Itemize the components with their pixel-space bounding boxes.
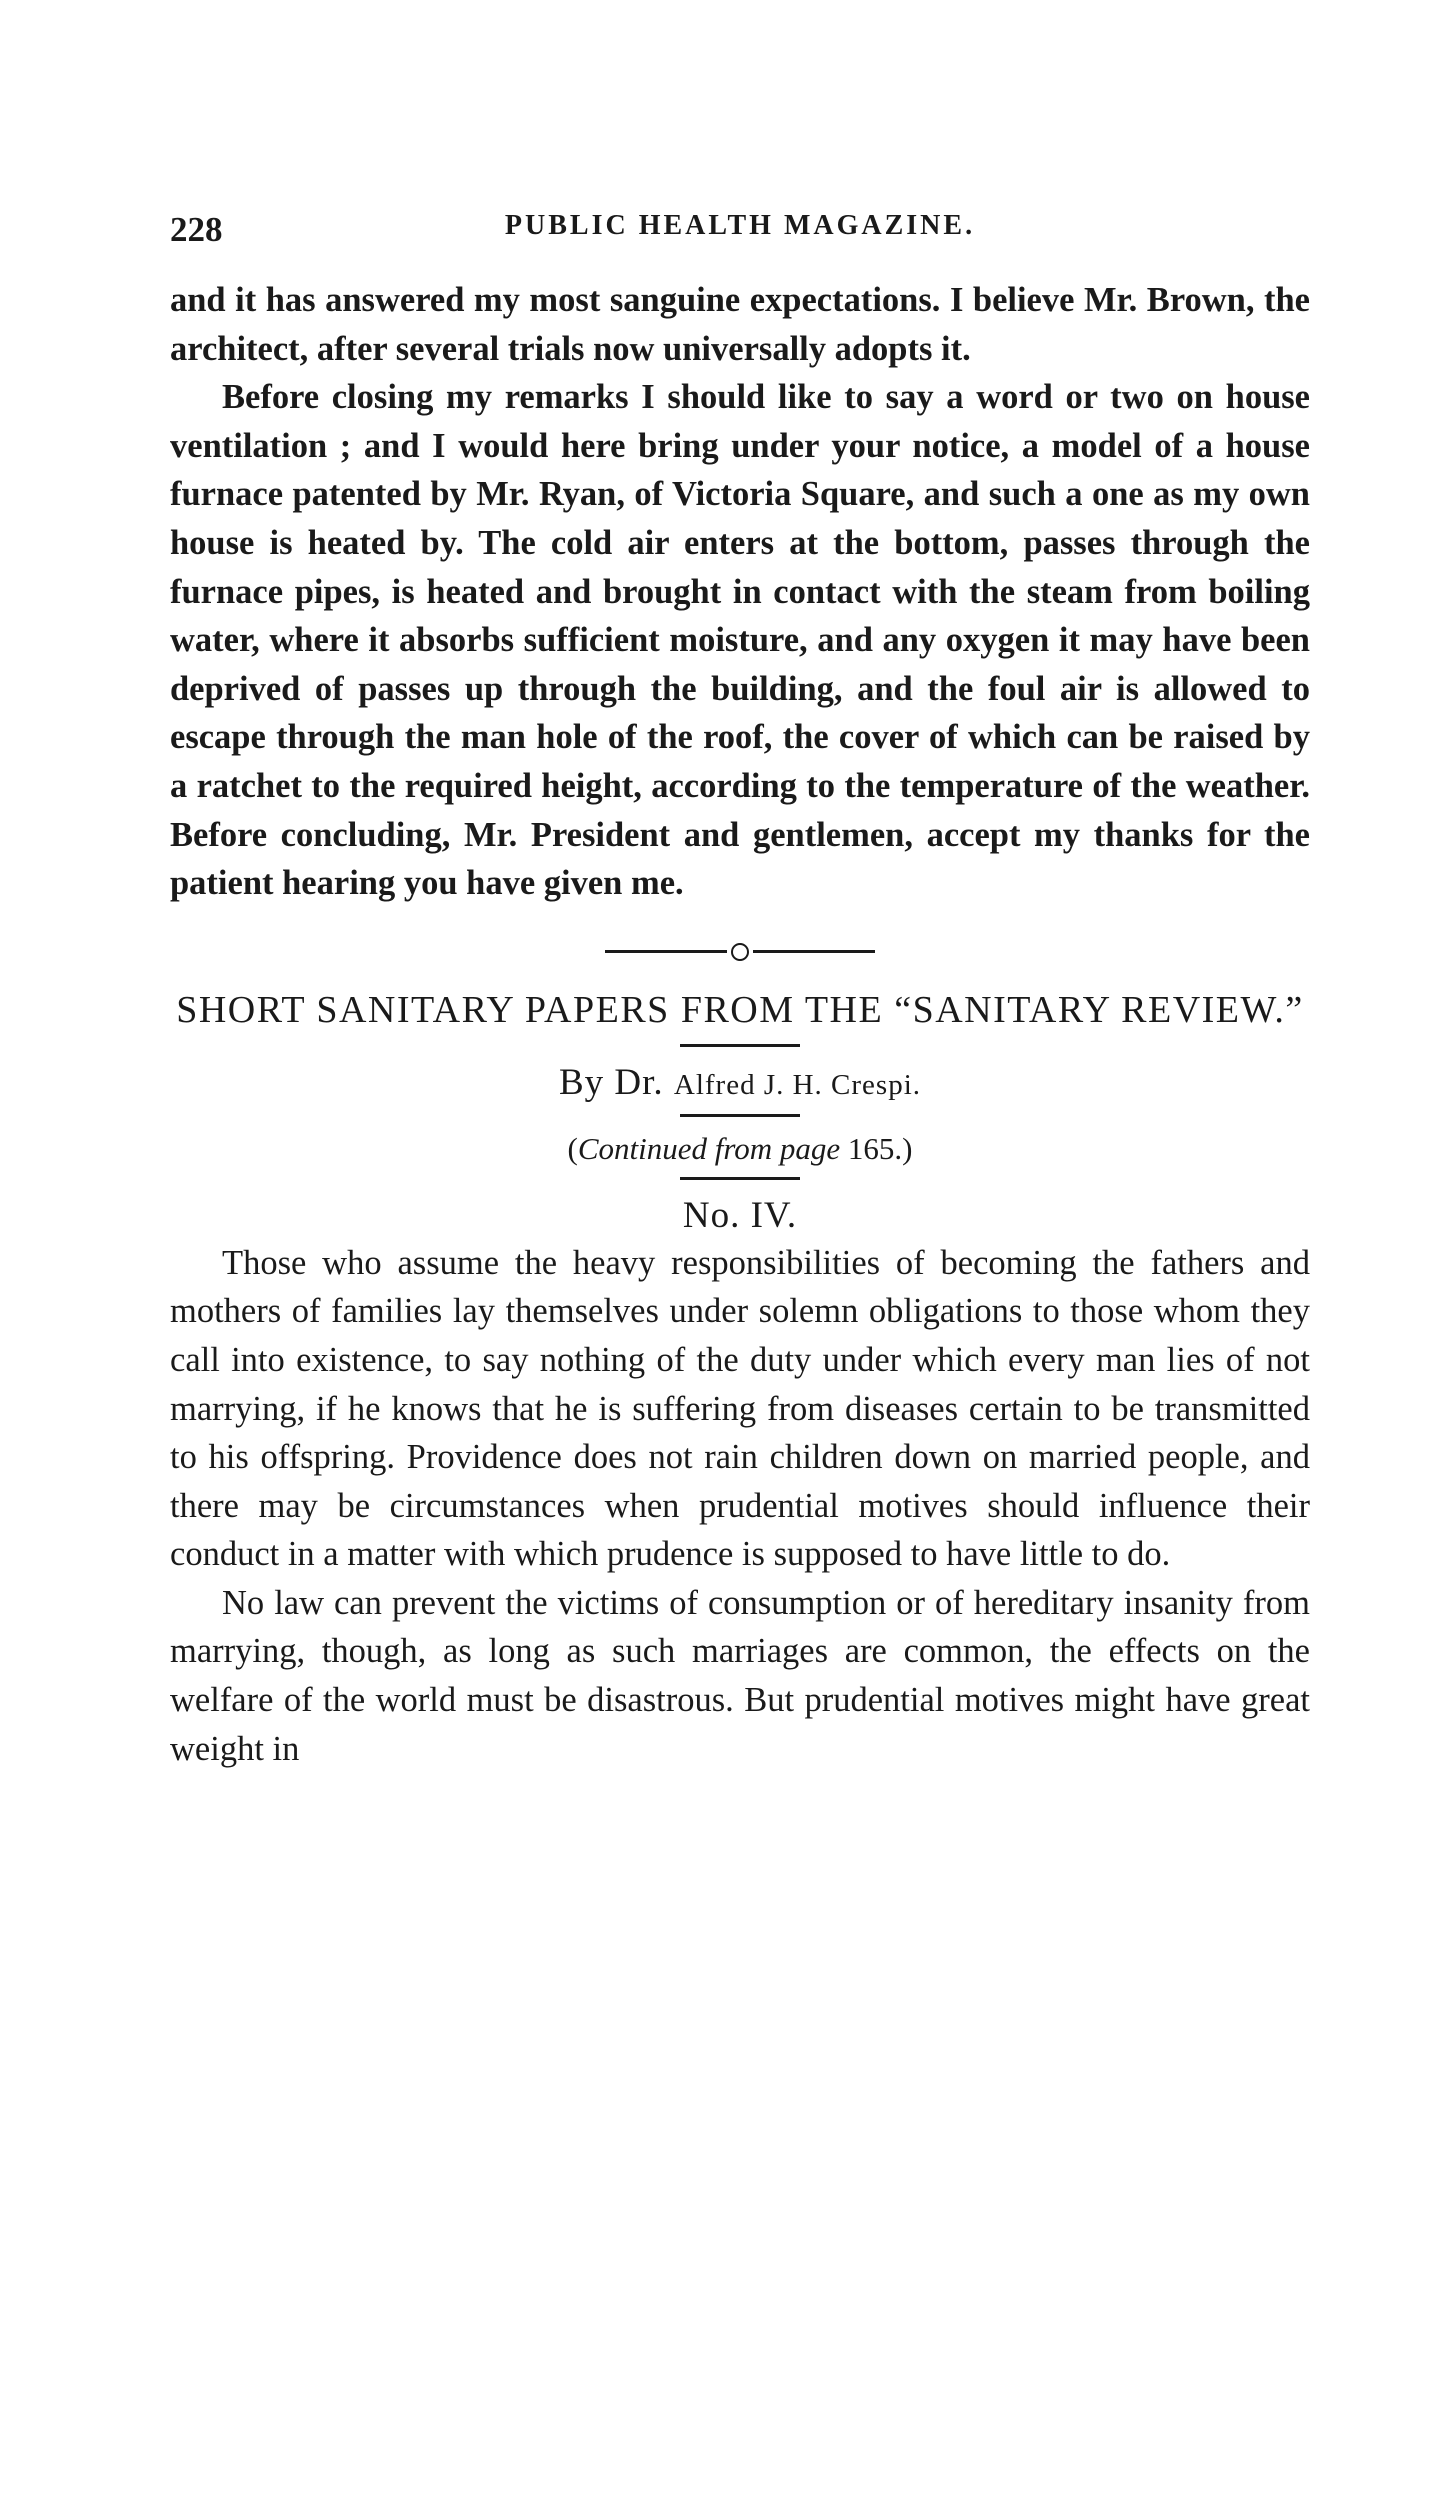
paragraph: and it has answered my most sanguine expectations. I believe Mr. Brown, the architect, after several trials now universally adopts it. xyxy=(170,281,1310,368)
article-title: SHORT SANITARY PAPERS FROM THE “SANITARY REVIEW.” xyxy=(176,988,1304,1031)
byline-rule xyxy=(680,1114,800,1117)
article-byline xyxy=(170,1061,1310,1104)
continued-rule xyxy=(680,1177,800,1180)
page-number: 228 xyxy=(170,210,223,249)
paragraph: No law can prevent the victims of consumption or of hereditary insanity from marrying, though, as long as such marriages are common, the effects on the welfare of the world must be disastrous. But prudential motives might have great weight in xyxy=(170,1583,1310,1768)
divider-line xyxy=(605,950,727,953)
page xyxy=(170,210,1310,1773)
byline-by: By xyxy=(558,1061,605,1103)
divider-circle-icon xyxy=(731,943,749,961)
continued-prefix: Continued from page xyxy=(577,1130,841,1166)
byline-name: Alfred J. H. Crespi. xyxy=(673,1068,922,1101)
section-divider xyxy=(605,942,875,962)
divider-line xyxy=(753,950,875,953)
section-number: No. IV. xyxy=(682,1194,798,1236)
paragraph: Those who assume the heavy responsibilities of becoming the fathers and mothers of families lay themselves under solemn obligations to those whom they call into existence, to say nothing of the duty under which every man lies of not marrying, if he knows that he is suffering from diseases certain to be transmitted to his offspring. Providence does not rain children down on married people, and there may be circumstances when prudential motives should influence their conduct in a matter with which prudence is supposed to have little to do. xyxy=(170,1243,1310,1574)
paragraph: Before closing my remarks I should like to say a word or two on house ventilation ; and I would here bring under your notice, a model of a house furnace patented by Mr. Ryan, of Victoria Square, and such a one as my own house is heated by. The cold air enters at the bottom, passes through the furnace pipes, is heated and brought in contact with the steam from boiling water, where it absorbs sufficient moisture, and any oxygen it may have been deprived of passes up through the building, and the foul air is allowed to escape through the man hole of the roof, the cover of which can be raised by a ratchet to the required height, according to the temperature of the weather. Before concluding, Mr. President and gentlemen, accept my thanks for the patient hearing you have given me. xyxy=(170,378,1310,903)
page-header xyxy=(170,210,1310,254)
continued-page: 165. xyxy=(847,1130,903,1166)
continued-text xyxy=(170,276,1310,908)
byline-dr: Dr. xyxy=(614,1061,664,1103)
continued-note: (Continued from page 165.) xyxy=(567,1130,913,1166)
running-head: PUBLIC HEALTH MAGAZINE. xyxy=(504,210,976,241)
article-body xyxy=(170,1239,1310,1774)
title-rule xyxy=(680,1044,800,1047)
